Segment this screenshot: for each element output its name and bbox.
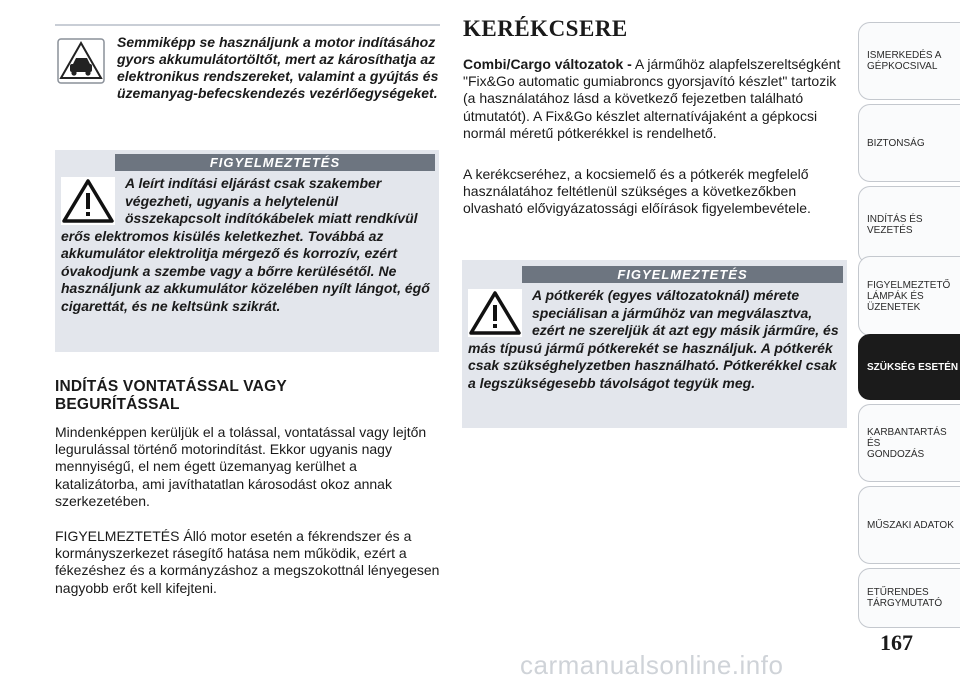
tab-starting-driving[interactable]	[858, 186, 960, 264]
tab-maintenance[interactable]	[858, 404, 960, 482]
tab-safety[interactable]	[858, 104, 960, 182]
tab-label: SZÜKSÉG ESETÉN	[867, 361, 959, 373]
tab-label: TÁRGYMUTATÓ	[867, 598, 943, 609]
note-top-rule	[55, 24, 440, 26]
page-title: KERÉKCSERE	[463, 16, 628, 41]
tab-label: FIGYELMEZTETŐ	[867, 279, 951, 291]
wheel-change-text: A járműhöz alapfelszereltségként "Fix&Go automatic gumiabroncs gyorsjavító készlet" tartozik (a használatához lásd a következő fejezetben található útmutatót). A Fix&Go készlet alternatívájaként a gépkocsi normál méretű pótkerékkel is rendelhető.	[463, 56, 841, 141]
tab-technical-data[interactable]	[858, 486, 960, 564]
tab-label: KARBANTARTÁS ÉS	[867, 426, 947, 449]
tab-getting-to-know[interactable]	[858, 22, 960, 100]
tab-label: ÜZENETEK	[867, 301, 921, 313]
tab-label: LÁMPÁK ÉS	[867, 290, 924, 302]
tab-warning-lights[interactable]	[858, 256, 960, 336]
car-battery-warning-icon	[57, 38, 105, 84]
variant-label: Combi/Cargo változatok -	[463, 56, 632, 72]
battery-charger-note	[55, 24, 440, 102]
warning-header: FIGYELMEZTETÉS	[115, 154, 435, 171]
warning-box-jumpstart	[55, 150, 439, 352]
tab-index[interactable]	[858, 568, 960, 628]
page-number: 167	[880, 630, 913, 655]
tab-label: MŰSZAKI ADATOK	[867, 519, 954, 531]
tab-label: GÉPKOCSIVAL	[867, 61, 938, 72]
warning-triangle-icon	[61, 177, 115, 225]
watermark: carmanualsonline.info	[520, 650, 784, 680]
tab-label: ETŰRENDES	[867, 587, 929, 598]
heading-line-1: INDÍTÁS VONTATÁSSAL VAGY	[55, 378, 287, 395]
wheel-change-paragraph-1	[463, 56, 848, 142]
warning-text: A leírt indítási eljárást csak szakember végezheti, ugyanis a helytelenül összekapcsolt indítókábelek miatt rendkívül erős elektromos kisülés keletkezhet. Továbbá az akkumulátor elektrolitja mérgező és korrozív, ezért óvakodjunk a szembe vagy a bőrre kerülésétől. Ne használjunk az akkumulátor közelében nyílt lángot, égő cigarettát, és ne keltsünk szikrát.	[61, 175, 430, 314]
warning-header: FIGYELMEZTETÉS	[522, 266, 843, 283]
tab-label: INDÍTÁS ÉS VEZETÉS	[867, 214, 923, 236]
warning-text: A pótkerék (egyes változatoknál) mérete speciálisan a járműhöz van megválasztva, ezért ne szereljük át azt egy másik járműre, és más típusú jármű pótkerekét se használjuk. A pótkerék csak szükséghelyzetben használható. Pótkerékkel csak a legszükségesebb távolságot tegyük meg.	[468, 287, 839, 391]
warning-triangle-icon	[468, 289, 522, 337]
wheel-change-paragraph-2: A kerékcseréhez, a kocsiemelő és a pótkerék megfelelő használatához feltétlenül szükséges a következőkben olvasható elővigyázatossági előírások figyelembevétele.	[463, 166, 811, 217]
tab-label: GONDOZÁS	[867, 448, 925, 460]
section-heading-tow-start	[55, 378, 435, 414]
tab-label: BIZTONSÁG	[867, 137, 925, 149]
engine-off-warning-paragraph: FIGYELMEZTETÉS Álló motor esetén a fékrendszer és a kormányszerkezet rásegítő hatása nem működik, ezért a fékezéshez és a kormányzáshoz a megszokottnál lényegesen nagyobb erőt kell kifejteni.	[55, 528, 440, 596]
heading-line-2: BEGURÍTÁSSAL	[55, 396, 180, 413]
warning-box-spare-wheel	[462, 260, 847, 428]
tow-start-paragraph: Mindenképpen kerüljük el a tolással, vontatással vagy lejtőn legurulással történő motorindítást. Ekkor ugyanis nagy mennyiségű, el nem égett üzemanyag kerülhet a katalizátorba, ami javíthatatlan károsodást okoz annak szerkezetében.	[55, 424, 427, 509]
tab-emergency[interactable]	[858, 334, 960, 400]
note-text: Semmiképp se használjunk a motor indításához gyors akkumulátortöltőt, mert az károsíthatja az elektronikus rendszereket, valamint a gyújtás és üzemanyag-befecskendezés vezérlőegységeket.	[117, 34, 439, 101]
tab-label: ISMERKEDÉS A	[867, 50, 942, 61]
